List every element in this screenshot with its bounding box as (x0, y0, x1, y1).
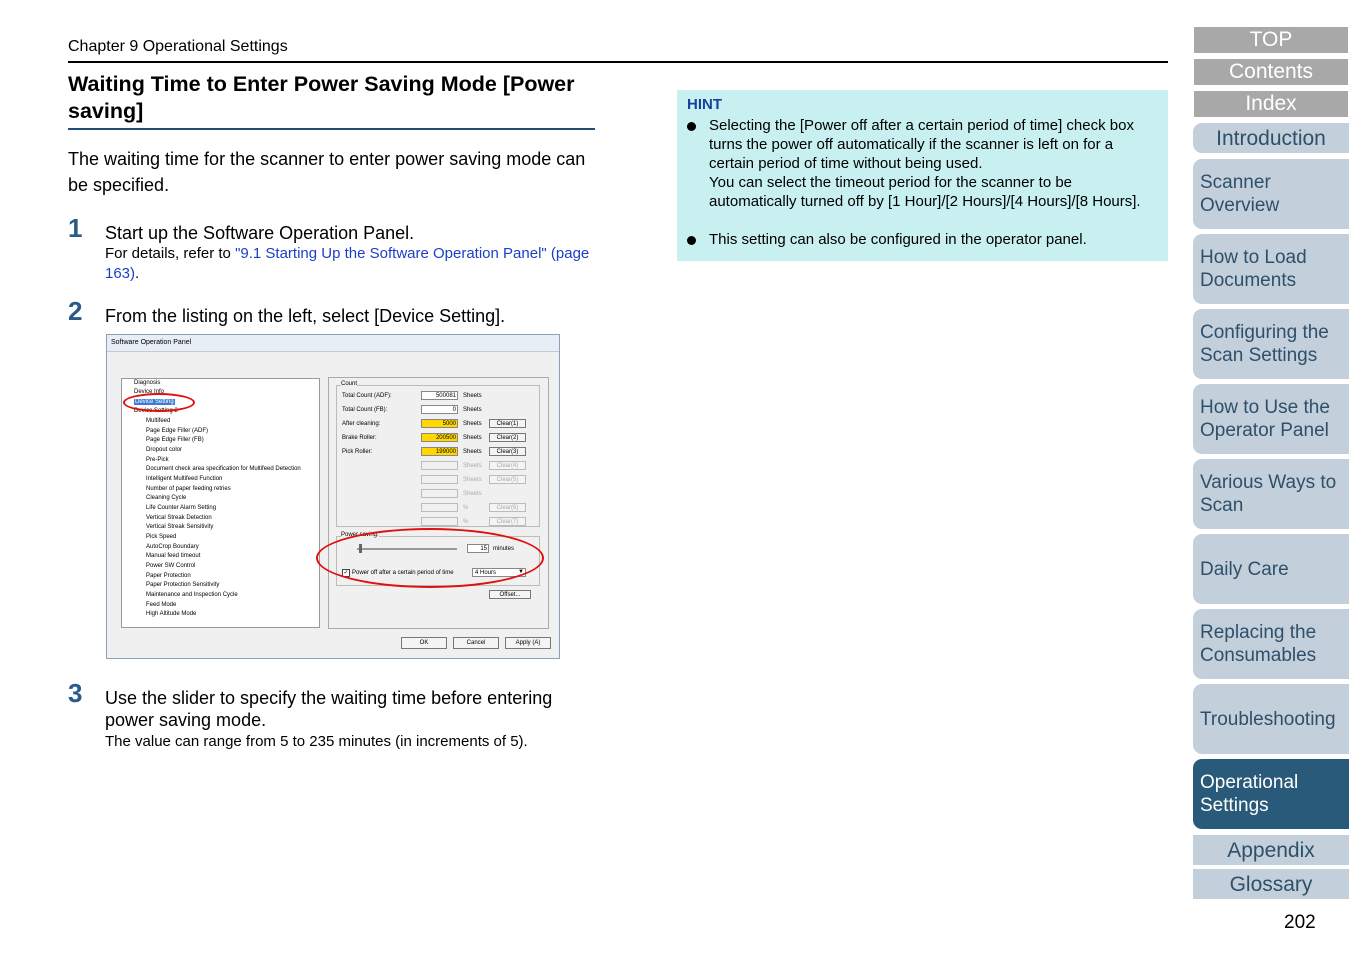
counter-unit: % (463, 505, 469, 511)
counter-unit: Sheets (463, 421, 482, 427)
step-text: Use the slider to specify the waiting time before entering power saving mode. (105, 688, 553, 730)
intro-text: The waiting time for the scanner to enter power saving mode can be specified. (68, 149, 586, 195)
power-off-checkbox[interactable]: ✓ (343, 570, 349, 576)
nav-contents-button[interactable]: Contents (1194, 59, 1348, 85)
counter-unit: Sheets (463, 477, 482, 483)
tree-item[interactable]: Page Edge Filler (FB) (146, 437, 204, 443)
nav-tab-troubleshooting[interactable]: Troubleshooting (1193, 684, 1349, 754)
section-title: Waiting Time to Enter Power Saving Mode [Power saving] (68, 72, 575, 123)
counter-unit: Sheets (463, 407, 482, 413)
counter-value-empty (421, 517, 458, 526)
step-sub-suffix: . (135, 265, 140, 282)
counter-label: Brake Roller: (342, 435, 377, 441)
nav-tab-how-to-load-documents[interactable]: How to Load Documents (1193, 234, 1349, 304)
tree-item-device-setting[interactable]: Device Setting (135, 399, 174, 405)
counter-value: 0 (421, 405, 458, 414)
counter-value: 500081 (421, 391, 458, 400)
step-sub-prefix: For details, refer to (105, 245, 236, 262)
hint-item: You can select the timeout period for the scanner to be automatically turned off by [1 Hour]/[2 Hours]/[4 Hours]/[8 Hours]. (709, 174, 1141, 210)
nav-tab-various-ways-to-scan[interactable]: Various Ways to Scan (1193, 459, 1349, 529)
nav-tab-appendix[interactable]: Appendix (1193, 835, 1349, 865)
checkbox-label: Power off after a certain period of time (352, 570, 454, 576)
counter-value: 199000 (421, 447, 458, 456)
bullet-icon (687, 236, 696, 245)
step-text: Start up the Software Operation Panel. (105, 223, 415, 243)
chapter-header: Chapter 9 Operational Settings (68, 38, 288, 55)
tree-item[interactable]: Intelligent Multifeed Function (146, 476, 223, 482)
clear-4-button[interactable]: Clear(4) (489, 461, 526, 470)
tree-item[interactable]: Feed Mode (146, 602, 177, 608)
tree-item[interactable]: Power SW Control (146, 563, 196, 569)
counter-unit: % (463, 519, 469, 525)
nav-top-button[interactable]: TOP (1194, 27, 1348, 53)
slider-unit: minutes (493, 546, 515, 552)
device-setting-panel (328, 377, 549, 629)
step-subtext (105, 244, 595, 284)
timeout-select[interactable]: 4 Hours (472, 568, 526, 577)
tree-item[interactable]: Life Counter Alarm Setting (146, 505, 217, 511)
tree-item[interactable]: Diagnosis (134, 380, 161, 386)
hint-item: This setting can also be configured in the operator panel. (709, 231, 1087, 248)
tree-item[interactable]: Manual feed timeout (146, 553, 201, 559)
counter-value: 5000 (421, 419, 458, 428)
step-number: 2 (68, 296, 83, 326)
clear-7-button[interactable]: Clear(7) (489, 517, 526, 526)
tree-item[interactable]: Paper Protection (146, 573, 191, 579)
tree-item[interactable]: Document check area specification for Multifeed Detection (146, 466, 301, 472)
counter-label: Pick Roller: (342, 449, 373, 455)
clear-2-button[interactable]: Clear(2) (489, 433, 526, 442)
step-number: 1 (68, 213, 83, 243)
nav-index-button[interactable]: Index (1194, 91, 1348, 117)
counter-value-empty (421, 475, 458, 484)
counter-value-empty (421, 489, 458, 498)
ok-button[interactable]: OK (401, 637, 447, 649)
tree-item[interactable]: Vertical Streak Detection (146, 515, 212, 521)
clear-1-button[interactable]: Clear(1) (489, 419, 526, 428)
tree-item[interactable]: High Altitude Mode (146, 611, 197, 617)
title-underline (68, 128, 595, 130)
counter-unit: Sheets (463, 491, 482, 497)
tree-item[interactable]: Pick Speed (146, 534, 177, 540)
counter-value-empty (421, 503, 458, 512)
apply-button[interactable]: Apply (A) (505, 637, 551, 649)
counter-label: Total Count (ADF): (342, 393, 392, 399)
tree-item[interactable]: Pre-Pick (146, 457, 169, 463)
clear-3-button[interactable]: Clear(3) (489, 447, 526, 456)
offset-button[interactable]: Offset... (489, 590, 531, 599)
tree-item[interactable]: AutoCrop Boundary (146, 544, 199, 550)
step-text: From the listing on the left, select [Device Setting]. (105, 306, 506, 326)
bullet-icon (687, 122, 696, 131)
counter-unit: Sheets (463, 435, 482, 441)
tree-item[interactable]: Device Info (134, 389, 165, 395)
counter-unit: Sheets (463, 463, 482, 469)
counter-label: After cleaning: (342, 421, 381, 427)
software-operation-panel-screenshot (106, 334, 560, 659)
highlight-ring (123, 393, 195, 412)
counter-label: Total Count (FB): (342, 407, 388, 413)
chevron-down-icon: ▼ (518, 569, 524, 575)
step-number: 3 (68, 678, 83, 708)
settings-tree (121, 378, 320, 628)
reference-link[interactable]: "9.1 Starting Up the Software Operation Panel" (page 163) (105, 245, 590, 282)
page-number: 202 (1284, 912, 1316, 933)
header-rule (68, 61, 1168, 63)
window-title: Software Operation Panel (111, 339, 192, 346)
highlight-ring (316, 528, 544, 588)
nav-tab-operator-panel[interactable]: How to Use the Operator Panel (1193, 384, 1349, 454)
power-saving-label: Power saving: (341, 532, 379, 538)
nav-tab-operational-settings[interactable]: Operational Settings (1193, 759, 1349, 829)
nav-tab-configuring-scan-settings[interactable]: Configuring the Scan Settings (1193, 309, 1349, 379)
nav-tab-introduction[interactable]: Introduction (1193, 123, 1349, 153)
nav-tab-daily-care[interactable]: Daily Care (1193, 534, 1349, 604)
tree-item[interactable]: Device Setting 2 (134, 408, 178, 414)
slider-value: 15 (467, 544, 489, 553)
tree-item[interactable]: Vertical Streak Sensitivity (146, 524, 214, 530)
hint-item: Selecting the [Power off after a certain period of time] check box turns the power off automatically if the scanner is left on for a certain period of time without being used. (709, 117, 1134, 172)
tree-item[interactable]: Page Edge Filler (ADF) (146, 428, 209, 434)
tree-item[interactable]: Multifeed (146, 418, 171, 424)
count-label: Count (341, 381, 358, 387)
cancel-button[interactable]: Cancel (453, 637, 499, 649)
tree-item[interactable]: Dropout color (146, 447, 183, 453)
window-titlebar (107, 335, 559, 352)
counter-unit: Sheets (463, 393, 482, 399)
counter-value-empty (421, 461, 458, 470)
tree-item[interactable]: Number of paper feeding retries (146, 486, 231, 492)
nav-tab-replacing-consumables[interactable]: Replacing the Consumables (1193, 609, 1349, 679)
counter-unit: Sheets (463, 449, 482, 455)
clear-5-button[interactable]: Clear(5) (489, 475, 526, 484)
nav-tab-scanner-overview[interactable]: Scanner Overview (1193, 159, 1349, 229)
hint-label: HINT (687, 96, 722, 113)
clear-6-button[interactable]: Clear(6) (489, 503, 526, 512)
step-subtext: The value can range from 5 to 235 minutes (in increments of 5). (105, 733, 528, 750)
counter-value: 200500 (421, 433, 458, 442)
nav-tab-glossary[interactable]: Glossary (1193, 869, 1349, 899)
tree-item[interactable]: Maintenance and Inspection Cycle (146, 592, 238, 598)
tree-item[interactable]: Paper Protection Sensitivity (146, 582, 220, 588)
tree-item[interactable]: Cleaning Cycle (146, 495, 187, 501)
